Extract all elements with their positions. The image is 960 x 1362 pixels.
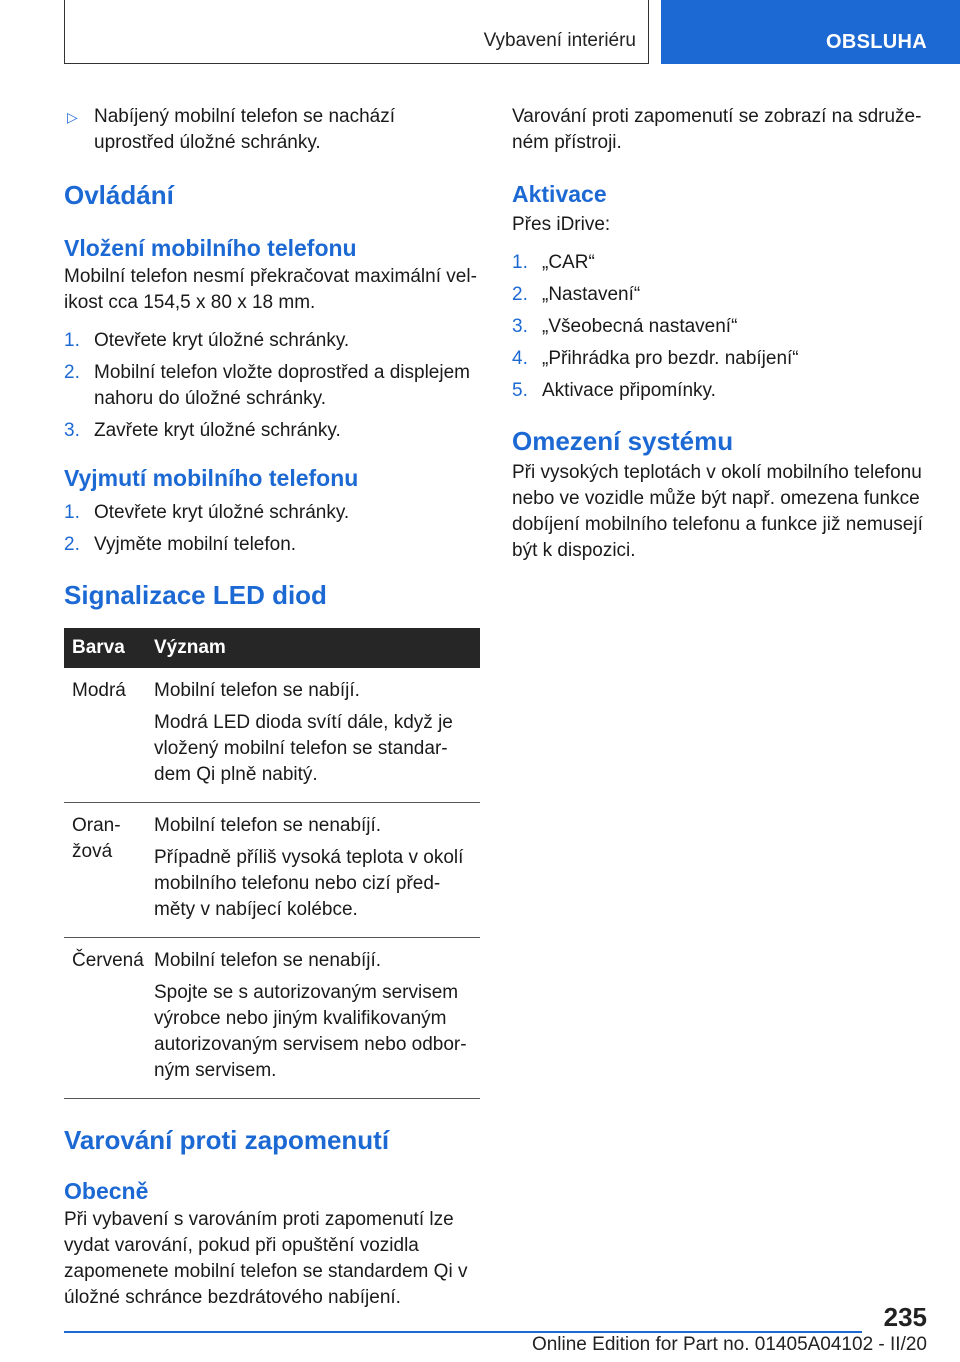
aktivace-intro: Přes iDrive: xyxy=(512,214,611,235)
list-item: 1. Otevřete kryt úložné schránky. xyxy=(64,502,350,523)
list-item: 2. „Nastavení“ xyxy=(512,284,641,305)
obecne-text: Při vybavení s varováním proti zapomenutí lze vydat varování, pokud při opuštění vozidla zapomenete mobilní telefon se standardem Qi v úložné schránce bezdrátového nabíjení. xyxy=(64,1209,468,1308)
table-row xyxy=(64,938,480,1099)
column-header: Význam xyxy=(154,628,480,668)
footer-edition: Online Edition for Part no. 01405A04102 - II/20 xyxy=(531,1334,927,1355)
continued-text: Varování proti zapomenutí se zobrazí na sdruženém přístroji. xyxy=(512,106,922,153)
cell-meaning: Mobilní telefon se nabíjí. Modrá LED dioda svítí dále, když je vložený mobilní telefon se standardem Qi plně nabitý. xyxy=(154,668,480,803)
aktivace-steps xyxy=(512,250,927,404)
intro-list-item xyxy=(64,104,480,156)
vlozeni-steps xyxy=(64,328,480,444)
column-header: Barva xyxy=(64,628,154,668)
heading-aktivace: Aktivace xyxy=(512,181,607,207)
chapter-title: Vybavení interiéru xyxy=(483,30,636,51)
list-item: 5. Aktivace připomínky. xyxy=(512,380,716,401)
list-item: 3. „Všeobecná nastavení“ xyxy=(512,316,738,337)
heading-varovani: Varování proti zapomenutí xyxy=(64,1125,390,1155)
list-item: 3. Zavřete kryt úložné schránky. xyxy=(64,420,341,441)
intro-item-text: Nabíjený mobilní telefon se nachází uprostřed úložné schránky. xyxy=(94,106,396,153)
heading-vlozeni: Vložení mobilního telefonu xyxy=(64,235,357,261)
led-table xyxy=(64,628,480,1099)
page-number: 235 xyxy=(883,1302,927,1332)
vlozeni-text: Mobilní telefon nesmí překračovat maximální velikost cca 154,5 x 80 x 18 mm. xyxy=(64,266,477,313)
table-row xyxy=(64,668,480,803)
table-row xyxy=(64,803,480,938)
list-item: 2. Mobilní telefon vložte doprostřed a displejem nahoru do úložné schránky. xyxy=(64,362,470,409)
list-item: 1. Otevřete kryt úložné schránky. xyxy=(64,330,350,351)
section-tab-label: OBSLUHA xyxy=(826,31,927,53)
heading-led: Signalizace LED diod xyxy=(64,580,327,610)
section-tab xyxy=(661,0,960,64)
right-column xyxy=(512,104,927,564)
triangle-bullet-icon: ▷ xyxy=(67,109,78,125)
left-column xyxy=(64,104,480,1311)
cell-color: Modrá xyxy=(64,668,154,803)
list-item: 4. „Přihrádka pro bezdr. nabíjení“ xyxy=(512,348,799,369)
list-item: 2. Vyjměte mobilní telefon. xyxy=(64,534,297,555)
heading-omezeni: Omezení systému xyxy=(512,426,734,456)
heading-ovladani: Ovládání xyxy=(64,180,174,210)
table-header-row xyxy=(64,628,480,668)
cell-color: Červená xyxy=(64,938,154,1099)
cell-color: Oranžová xyxy=(64,803,154,938)
header-frame xyxy=(64,0,649,64)
heading-vyjmuti: Vyjmutí mobilního telefonu xyxy=(64,465,359,491)
cell-meaning: Mobilní telefon se nenabíjí. Spojte se s autorizovaným servisem výrobce nebo jiným kvalifikovaným autorizovaným servisem nebo odborným servisem. xyxy=(154,938,480,1099)
cell-meaning: Mobilní telefon se nenabíjí. Případně příliš vysoká teplota v okolí mobilního telefonu nebo cizí předměty v nabíjecí kolébce. xyxy=(154,803,480,938)
list-item: 1. „CAR“ xyxy=(512,252,595,273)
heading-obecne: Obecně xyxy=(64,1178,149,1204)
vyjmuti-steps xyxy=(64,500,480,558)
omezeni-text: Při vysokých teplotách v okolí mobilního telefonu nebo ve vozidle může být např. omezena funkce dobíjení mobilního telefonu a funkce již nemusejí být k dispozici. xyxy=(512,462,923,561)
footer-rule xyxy=(64,1331,862,1333)
